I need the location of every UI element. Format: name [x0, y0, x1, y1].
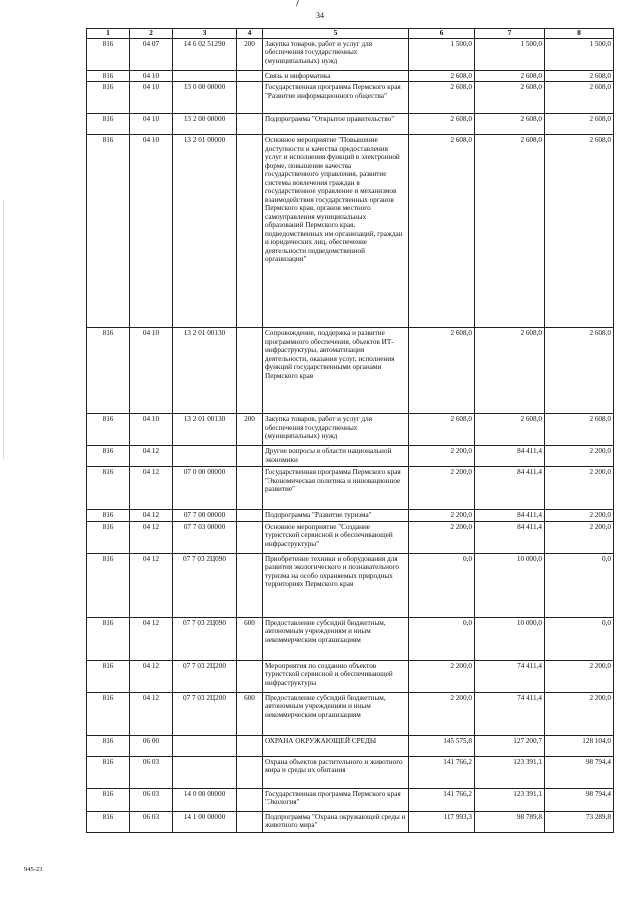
- admin-code-cell: 816: [87, 553, 130, 617]
- column-header: 2: [130, 29, 173, 39]
- target-code-cell: 07 7 03 2Ц090: [173, 617, 237, 660]
- amount-col6-cell: 2 608,0: [409, 71, 475, 82]
- amount-col8-cell: 2 200,0: [545, 660, 614, 692]
- target-code-cell: 14 1 00 00000: [173, 811, 237, 832]
- table-row: [87, 82, 614, 114]
- amount-col8-cell: 2 608,0: [545, 135, 614, 328]
- amount-col7-cell: 127 200,7: [475, 735, 545, 756]
- amount-col6-cell: 141 766,2: [409, 756, 475, 788]
- table-body: [87, 39, 614, 833]
- section-code-cell: 04 12: [130, 446, 173, 467]
- amount-col6-cell: 0,0: [409, 553, 475, 617]
- target-code-cell: 07 7 03 00000: [173, 521, 237, 553]
- scan-artifact-mark: [296, 0, 303, 6]
- expense-type-cell: [237, 114, 263, 135]
- amount-col8-cell: 2 608,0: [545, 328, 614, 414]
- expense-type-cell: [237, 446, 263, 467]
- amount-col7-cell: 98 789,8: [475, 811, 545, 832]
- page-number: 34: [316, 11, 324, 20]
- table-row: [87, 617, 614, 660]
- column-header: 7: [475, 29, 545, 39]
- expense-type-cell: [237, 82, 263, 114]
- admin-code-cell: 816: [87, 82, 130, 114]
- item-name-cell: Государственная программа Пермского края "Экономическая политика и инновационное развитие": [263, 467, 409, 510]
- section-code-cell: 04 12: [130, 521, 173, 553]
- admin-code-cell: 816: [87, 135, 130, 328]
- expense-type-cell: 600: [237, 692, 263, 735]
- amount-col8-cell: 0,0: [545, 617, 614, 660]
- item-name-cell: Подпрограмма "Охрана окружающей среды и животного мира": [263, 811, 409, 832]
- item-name-cell: Другие вопросы в области национальной экономики: [263, 446, 409, 467]
- table-row: [87, 446, 614, 467]
- admin-code-cell: 816: [87, 756, 130, 788]
- expense-type-cell: [237, 510, 263, 521]
- column-header: 5: [263, 29, 409, 39]
- section-code-cell: 04 10: [130, 71, 173, 82]
- item-name-cell: Подпрограмма "Развитие туризма": [263, 510, 409, 521]
- target-code-cell: 07 0 00 00000: [173, 467, 237, 510]
- section-code-cell: 04 10: [130, 135, 173, 328]
- target-code-cell: 07 7 00 00000: [173, 510, 237, 521]
- section-code-cell: 04 12: [130, 467, 173, 510]
- amount-col6-cell: 0,0: [409, 617, 475, 660]
- expense-type-cell: [237, 553, 263, 617]
- section-code-cell: 04 12: [130, 617, 173, 660]
- item-name-cell: Мероприятия по созданию объектов туристской сервисной и обеспечивающей инфраструктуры: [263, 660, 409, 692]
- admin-code-cell: 816: [87, 788, 130, 811]
- target-code-cell: 13 2 00 00000: [173, 114, 237, 135]
- table-row: [87, 756, 614, 788]
- amount-col6-cell: 117 993,3: [409, 811, 475, 832]
- expense-type-cell: 600: [237, 617, 263, 660]
- item-name-cell: Приобретение техники и оборудования для развития экологического и познавательного туризма на особо охраняемых природных территориях Пермского края: [263, 553, 409, 617]
- table-row: [87, 71, 614, 82]
- admin-code-cell: 816: [87, 414, 130, 446]
- amount-col6-cell: 2 200,0: [409, 692, 475, 735]
- table-row: [87, 660, 614, 692]
- expense-type-cell: [237, 660, 263, 692]
- amount-col8-cell: 73 289,8: [545, 811, 614, 832]
- expense-type-cell: [237, 521, 263, 553]
- amount-col7-cell: 1 500,0: [475, 39, 545, 71]
- table-row: [87, 510, 614, 521]
- amount-col8-cell: 0,0: [545, 553, 614, 617]
- target-code-cell: [173, 756, 237, 788]
- item-name-cell: Предоставление субсидий бюджетным, автономным учреждениям и иным некоммерческим организациям: [263, 617, 409, 660]
- amount-col7-cell: 84 411,4: [475, 510, 545, 521]
- section-code-cell: 04 07: [130, 39, 173, 71]
- expense-type-cell: [237, 71, 263, 82]
- expense-type-cell: 200: [237, 39, 263, 71]
- target-code-cell: [173, 71, 237, 82]
- target-code-cell: 13 0 00 00000: [173, 82, 237, 114]
- table-row: [87, 414, 614, 446]
- column-header: 6: [409, 29, 475, 39]
- item-name-cell: Государственная программа Пермского края "Развитие информационного общества": [263, 82, 409, 114]
- amount-col7-cell: 2 608,0: [475, 414, 545, 446]
- target-code-cell: [173, 446, 237, 467]
- amount-col6-cell: 1 500,0: [409, 39, 475, 71]
- target-code-cell: 07 7 03 2Ц090: [173, 553, 237, 617]
- amount-col8-cell: 2 200,0: [545, 510, 614, 521]
- section-code-cell: 04 12: [130, 660, 173, 692]
- section-code-cell: 06 00: [130, 735, 173, 756]
- table-row: [87, 39, 614, 71]
- amount-col7-cell: 74 411,4: [475, 692, 545, 735]
- target-code-cell: [173, 735, 237, 756]
- amount-col8-cell: 2 200,0: [545, 692, 614, 735]
- item-name-cell: Сопровождение, поддержка и развитие программного обеспечения, объектов ИТ-инфраструктуры, автоматизация деятельности, оказания услуг, исполнения функций государственными органами Пермского края: [263, 328, 409, 414]
- amount-col7-cell: 84 411,4: [475, 467, 545, 510]
- admin-code-cell: 816: [87, 114, 130, 135]
- expense-type-cell: [237, 467, 263, 510]
- amount-col7-cell: 2 608,0: [475, 114, 545, 135]
- amount-col6-cell: 145 575,8: [409, 735, 475, 756]
- amount-col8-cell: 98 794,4: [545, 788, 614, 811]
- target-code-cell: 07 7 03 2Ц200: [173, 660, 237, 692]
- item-name-cell: Охрана объектов растительного и животного мира и среды их обитания: [263, 756, 409, 788]
- section-code-cell: 06 03: [130, 788, 173, 811]
- amount-col7-cell: 84 411,4: [475, 446, 545, 467]
- admin-code-cell: 816: [87, 328, 130, 414]
- amount-col8-cell: 2 200,0: [545, 521, 614, 553]
- amount-col6-cell: 2 200,0: [409, 467, 475, 510]
- table-row: [87, 467, 614, 510]
- table-row: [87, 811, 614, 832]
- budget-table: [86, 28, 614, 833]
- amount-col7-cell: 84 411,4: [475, 521, 545, 553]
- section-code-cell: 04 10: [130, 114, 173, 135]
- item-name-cell: Предоставление субсидий бюджетным, автономным учреждениям и иным некоммерческим организациям: [263, 692, 409, 735]
- expense-type-cell: [237, 328, 263, 414]
- amount-col7-cell: 123 391,1: [475, 756, 545, 788]
- section-code-cell: 04 10: [130, 414, 173, 446]
- amount-col8-cell: 2 608,0: [545, 82, 614, 114]
- section-code-cell: 04 12: [130, 692, 173, 735]
- amount-col7-cell: 2 608,0: [475, 82, 545, 114]
- admin-code-cell: 816: [87, 467, 130, 510]
- amount-col8-cell: 98 794,4: [545, 756, 614, 788]
- section-code-cell: 04 12: [130, 510, 173, 521]
- section-code-cell: 06 03: [130, 756, 173, 788]
- scan-edge-shadow: [3, 200, 4, 460]
- table-row: [87, 114, 614, 135]
- amount-col7-cell: 123 391,1: [475, 788, 545, 811]
- expense-type-cell: [237, 756, 263, 788]
- item-name-cell: Государственная программа Пермского края "Экология": [263, 788, 409, 811]
- admin-code-cell: 816: [87, 39, 130, 71]
- item-name-cell: ОХРАНА ОКРУЖАЮЩЕЙ СРЕДЫ: [263, 735, 409, 756]
- amount-col8-cell: 1 500,0: [545, 39, 614, 71]
- amount-col6-cell: 141 766,2: [409, 788, 475, 811]
- item-name-cell: Закупка товаров, работ и услуг для обеспечения государственных (муниципальных) нужд: [263, 39, 409, 71]
- item-name-cell: Связь и информатика: [263, 71, 409, 82]
- target-code-cell: 13 2 01 00130: [173, 328, 237, 414]
- admin-code-cell: 816: [87, 735, 130, 756]
- table-header-row: [87, 29, 614, 39]
- target-code-cell: 13 2 01 00130: [173, 414, 237, 446]
- column-header: 1: [87, 29, 130, 39]
- target-code-cell: 14 6 02 51290: [173, 39, 237, 71]
- item-name-cell: Закупка товаров, работ и услуг для обеспечения государственных (муниципальных) нужд: [263, 414, 409, 446]
- table-row: [87, 328, 614, 414]
- amount-col8-cell: 2 200,0: [545, 467, 614, 510]
- amount-col6-cell: 2 200,0: [409, 446, 475, 467]
- expense-type-cell: [237, 788, 263, 811]
- table-row: [87, 521, 614, 553]
- document-code: 945-23: [24, 866, 43, 873]
- amount-col8-cell: 2 608,0: [545, 114, 614, 135]
- admin-code-cell: 816: [87, 521, 130, 553]
- section-code-cell: 06 03: [130, 811, 173, 832]
- table-row: [87, 692, 614, 735]
- amount-col6-cell: 2 608,0: [409, 82, 475, 114]
- amount-col6-cell: 2 608,0: [409, 114, 475, 135]
- amount-col6-cell: 2 608,0: [409, 328, 475, 414]
- admin-code-cell: 816: [87, 71, 130, 82]
- admin-code-cell: 816: [87, 446, 130, 467]
- target-code-cell: 07 7 03 2Ц200: [173, 692, 237, 735]
- item-name-cell: Основное мероприятие "Повышение доступности и качества предоставления услуг и исполнения функций в электронной форме, повышение качества государственного управления, развитие системы вовлечения граждан в государственное управление и механизмов взаимодействия государственных органов Пермского края, органов местного самоуправления муниципальных образований Пермского края, подведомственных им организаций, граждан и юридических лиц, обеспечение деятельности подведомственной организации": [263, 135, 409, 328]
- section-code-cell: 04 10: [130, 82, 173, 114]
- amount-col7-cell: 2 608,0: [475, 135, 545, 328]
- table-row: [87, 135, 614, 328]
- target-code-cell: 14 0 00 00000: [173, 788, 237, 811]
- amount-col6-cell: 2 608,0: [409, 414, 475, 446]
- expense-type-cell: [237, 735, 263, 756]
- amount-col6-cell: 2 200,0: [409, 510, 475, 521]
- amount-col7-cell: 74 411,4: [475, 660, 545, 692]
- amount-col8-cell: 2 200,0: [545, 446, 614, 467]
- amount-col8-cell: 2 608,0: [545, 414, 614, 446]
- section-code-cell: 04 10: [130, 328, 173, 414]
- admin-code-cell: 816: [87, 660, 130, 692]
- admin-code-cell: 816: [87, 811, 130, 832]
- amount-col6-cell: 2 200,0: [409, 521, 475, 553]
- column-header: 3: [173, 29, 237, 39]
- column-header: 8: [545, 29, 614, 39]
- admin-code-cell: 816: [87, 510, 130, 521]
- admin-code-cell: 816: [87, 617, 130, 660]
- column-header: 4: [237, 29, 263, 39]
- target-code-cell: 13 2 01 00000: [173, 135, 237, 328]
- section-code-cell: 04 12: [130, 553, 173, 617]
- item-name-cell: Подпрограмма "Открытое правительство": [263, 114, 409, 135]
- expense-type-cell: [237, 811, 263, 832]
- amount-col7-cell: 2 608,0: [475, 328, 545, 414]
- amount-col6-cell: 2 200,0: [409, 660, 475, 692]
- expense-type-cell: [237, 135, 263, 328]
- table-row: [87, 735, 614, 756]
- amount-col6-cell: 2 608,0: [409, 135, 475, 328]
- amount-col7-cell: 10 000,0: [475, 617, 545, 660]
- item-name-cell: Основное мероприятие "Создание туристской сервисной и обеспечивающей инфраструктуры": [263, 521, 409, 553]
- amount-col8-cell: 2 608,0: [545, 71, 614, 82]
- amount-col7-cell: 10 000,0: [475, 553, 545, 617]
- table-row: [87, 788, 614, 811]
- admin-code-cell: 816: [87, 692, 130, 735]
- expense-type-cell: 200: [237, 414, 263, 446]
- amount-col7-cell: 2 608,0: [475, 71, 545, 82]
- table-row: [87, 553, 614, 617]
- amount-col8-cell: 128 104,0: [545, 735, 614, 756]
